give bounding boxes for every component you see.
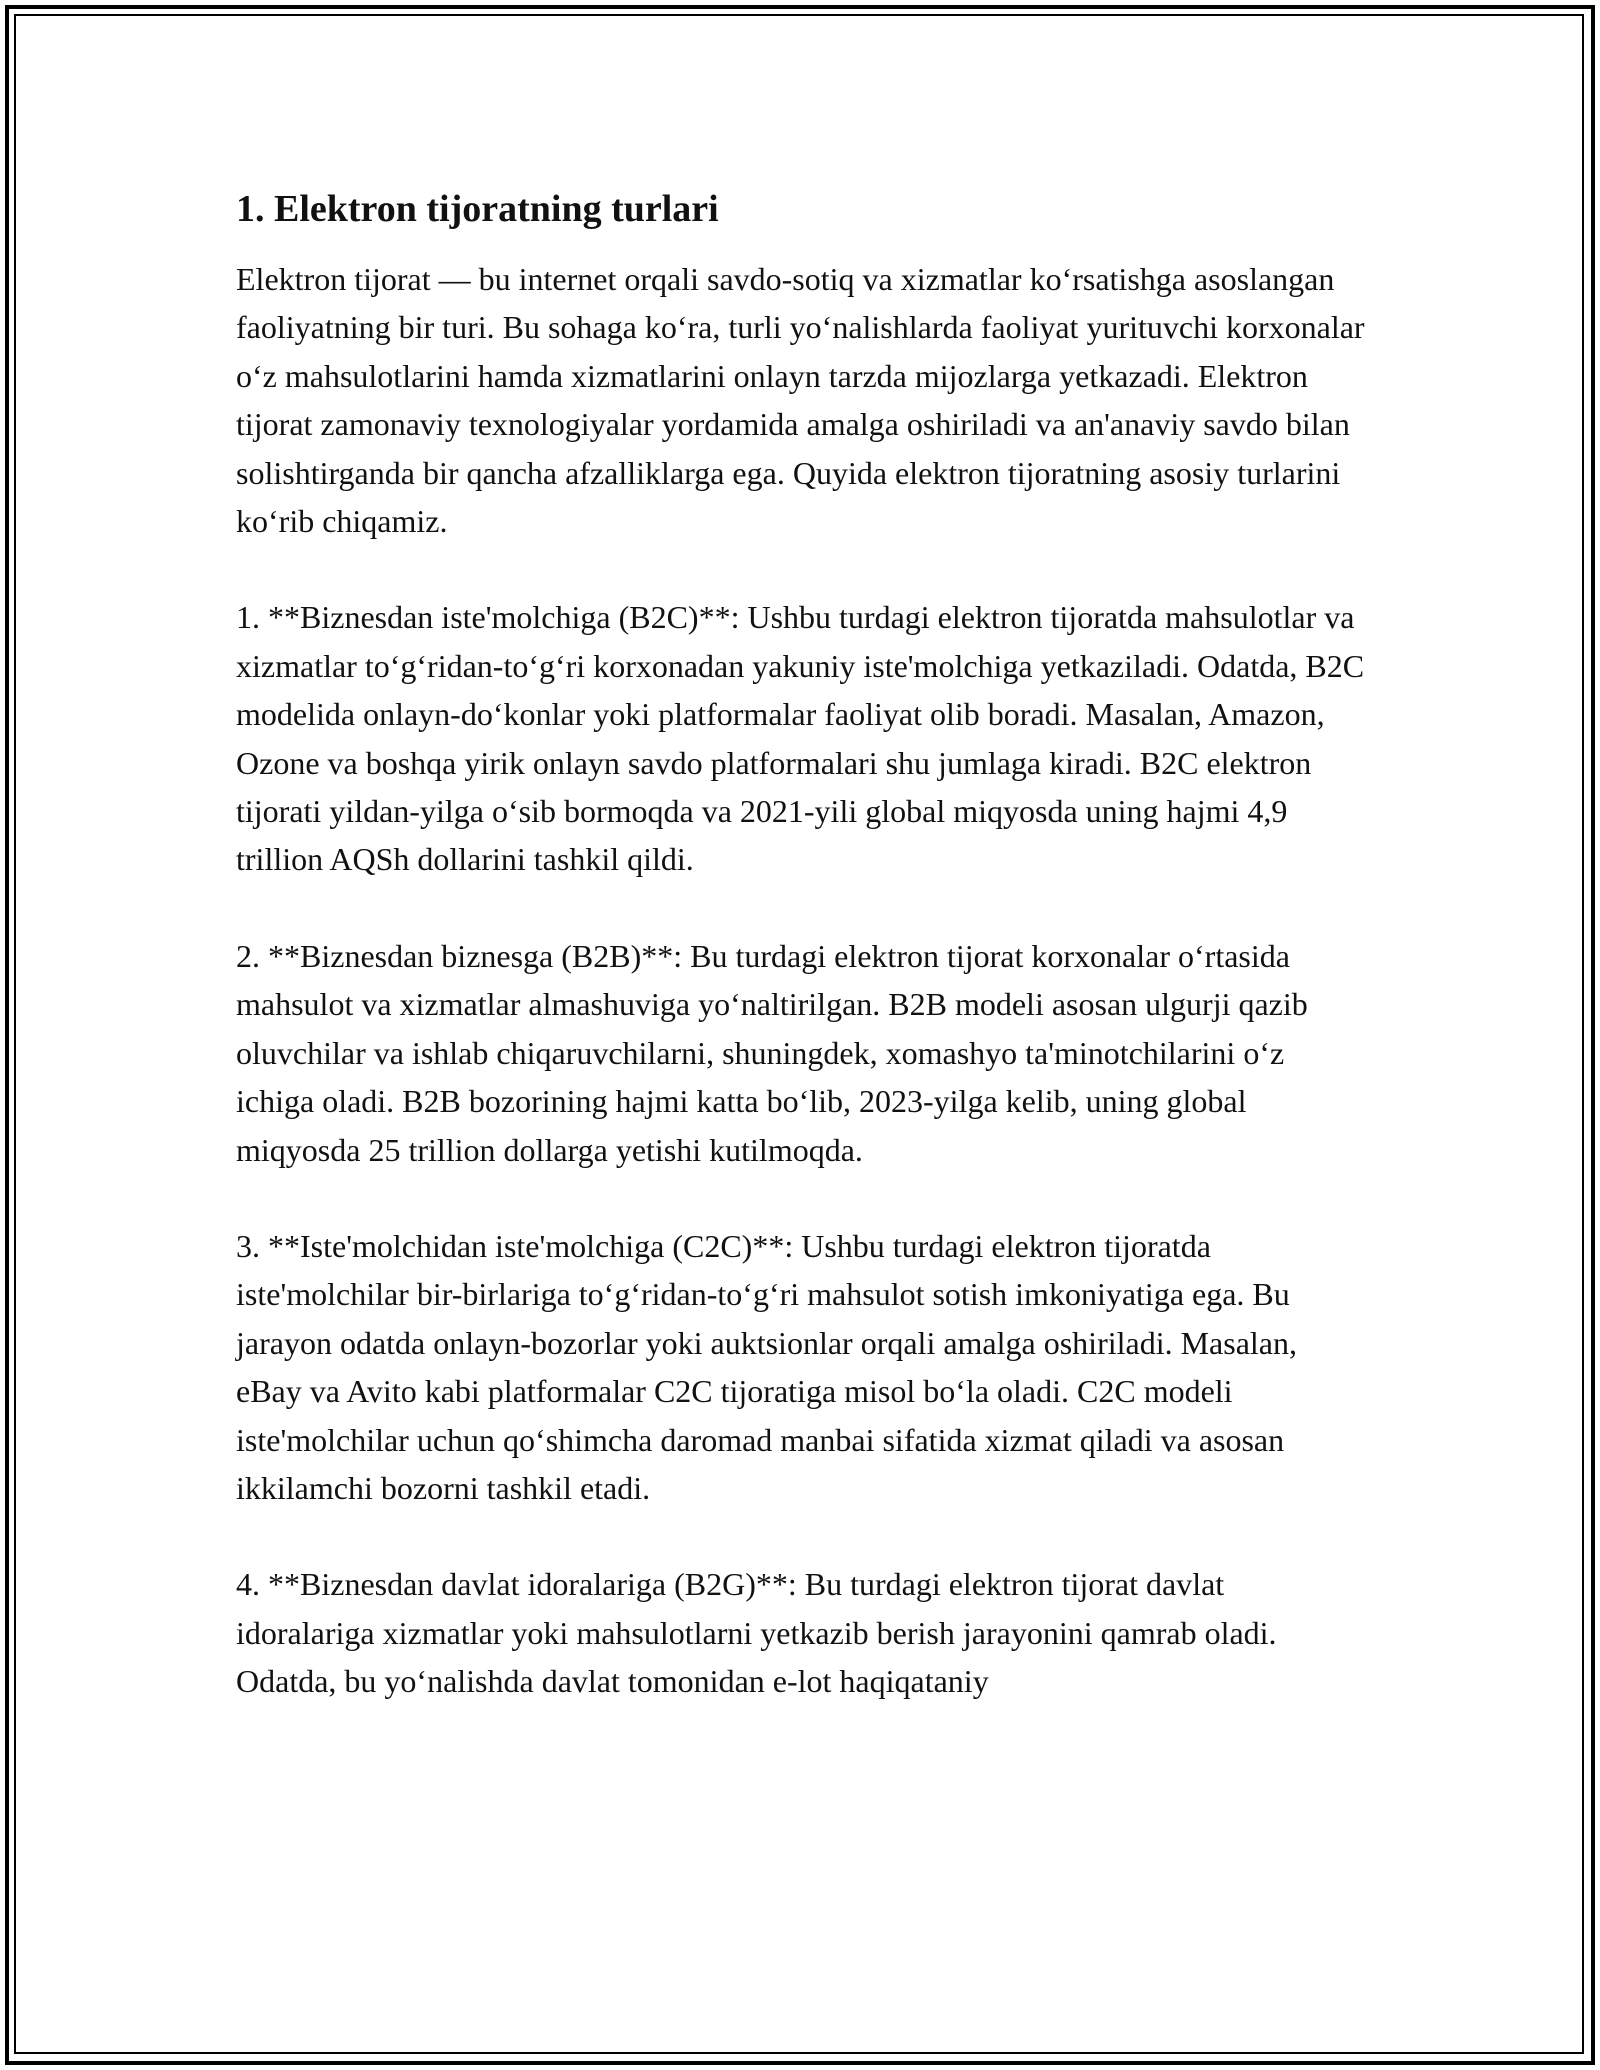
b2b-paragraph: 2. **Biznesdan biznesga (B2B)**: Bu turdagi elektron tijorat korxonalar oʻrtasida mahsulot va xizmatlar almashuviga yoʻnaltirilgan. B2B modeli asosan ulgurji qazib oluvchilar va ishlab chiqaruvchilarni, shuningdek, xomashyo ta'minotchilarini oʻz ichiga oladi. B2B bozorining hajmi katta boʻlib, 2023-yilga kelib, uning global miqyosda 25 trillion dollarga yetishi kutilmoqda. (236, 937, 1308, 1168)
document-body (236, 185, 1366, 1754)
b2g-paragraph: 4. **Biznesdan davlat idoralariga (B2G)**: Bu turdagi elektron tijorat davlat idoralariga xizmatlar yoki mahsulotlarni yetkazib berish jarayonini qamrab oladi. Odatda, bu yoʻnalishda davlat tomonidan e-lot haqiqataniy (236, 1566, 1277, 1700)
intro-paragraph: Elektron tijorat — bu internet orqali savdo-sotiq va xizmatlar koʻrsatishga asoslangan faoliyatning bir turi. Bu sohaga koʻra, turli yoʻnalishlarda faoliyat yurituvchi korxonalar oʻz mahsulotlarini hamda xizmatlarini onlayn tarzda mijozlarga yetkazadi. Elektron tijorat zamonaviy texnologiyalar yordamida amalga oshiriladi va an'anaviy savdo bilan solishtirganda bir qancha afzalliklarga ega. Quyida elektron tijoratning asosiy turlarini koʻrib chiqamiz. (236, 261, 1365, 540)
b2c-paragraph: 1. **Biznesdan iste'molchiga (B2C)**: Ushbu turdagi elektron tijoratda mahsulotlar va xizmatlar toʻgʻridan-toʻgʻri korxonadan yakuniy iste'molchiga yetkaziladi. Odatda, B2C modelida onlayn-doʻkonlar yoki platformalar faoliyat olib boradi. Masalan, Amazon, Ozone va boshqa yirik onlayn savdo platformalari shu jumlaga kiradi. B2C elektron tijorati yildan-yilga oʻsib bormoqda va 2021-yili global miqyosda uning hajmi 4,9 trillion AQSh dollarini tashkil qildi. (236, 599, 1365, 878)
c2c-paragraph: 3. **Iste'molchidan iste'molchiga (C2C)**: Ushbu turdagi elektron tijoratda iste'molchilar bir-birlariga toʻgʻridan-toʻgʻri mahsulot sotish imkoniyatiga ega. Bu jarayon odatda onlayn-bozorlar yoki auktsionlar orqali amalga oshiriladi. Masalan, eBay va Avito kabi platformalar C2C tijoratiga misol boʻla oladi. C2C modeli iste'molchilar uchun qoʻshimcha daromad manbai sifatida xizmat qiladi va asosan ikkilamchi bozorni tashkil etadi. (236, 1227, 1297, 1506)
section-title: 1. Elektron tijoratning turlari (236, 188, 719, 230)
